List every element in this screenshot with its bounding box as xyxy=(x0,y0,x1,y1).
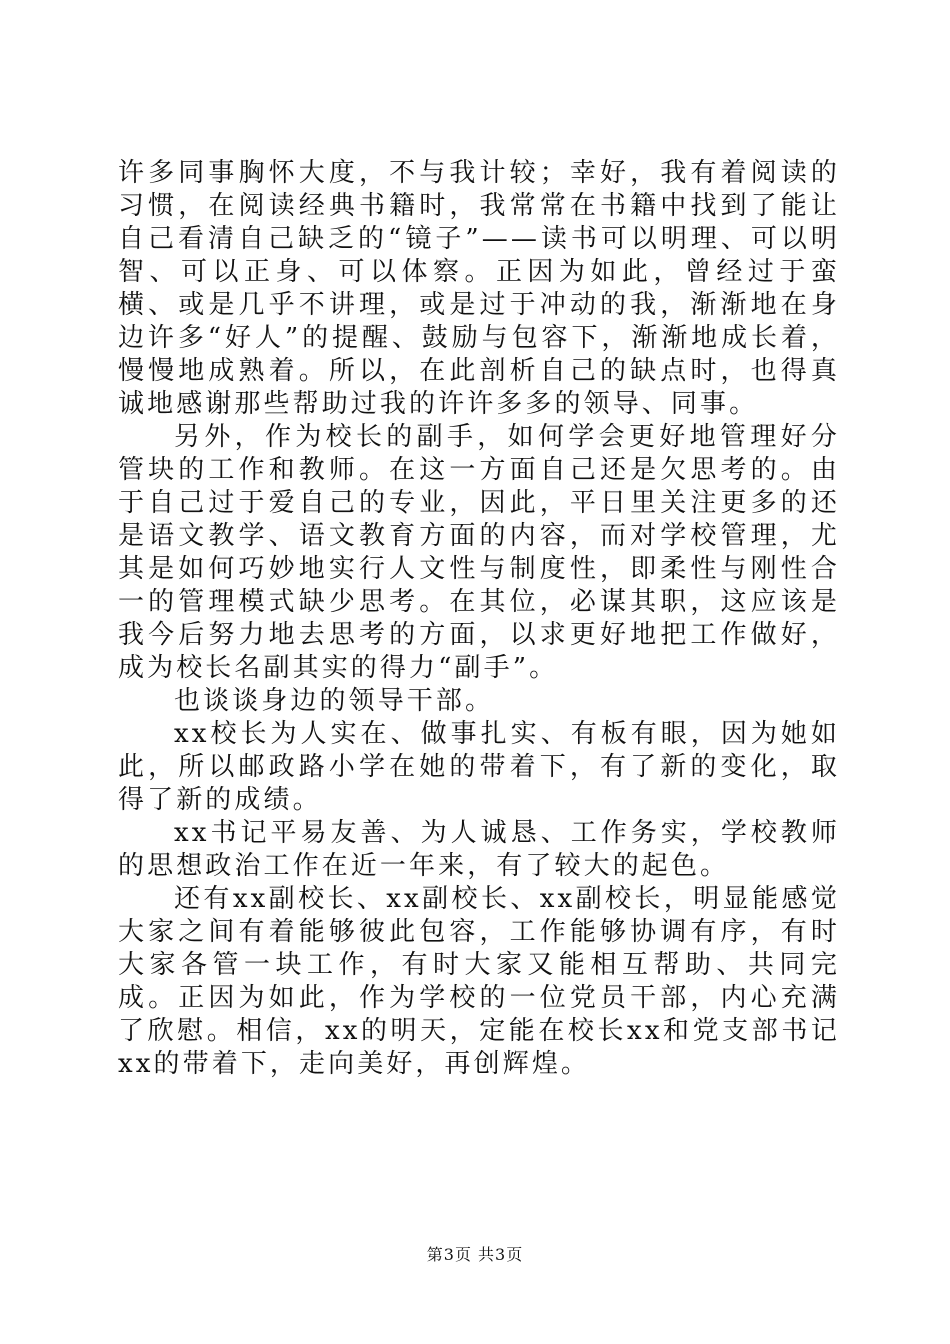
paragraph-continued: 许多同事胸怀大度，不与我计较；幸好，我有着阅读的习惯，在阅读经典书籍时，我常常在书籍中找到了能让自己看清自己缺乏的“镜子”——读书可以明理、可以明智、可以正身、可以体察。正因为如此，曾经过于蛮横、或是几乎不讲理，或是过于冲动的我，渐渐地在身边许多“好人”的提醒、鼓励与包容下，渐渐地成长着，慢慢地成熟着。所以，在此剖析自己的缺点时，也得真诚地感谢那些帮助过我的许许多多的领导、同事。 xyxy=(118,158,840,419)
page-number-footer: 第3页 共3页 xyxy=(426,1245,524,1264)
paragraph-deputy-role: 另外，作为校长的副手，如何学会更好地管理好分管块的工作和教师。在这一方面自己还是欠思考的。由于自己过于爱自己的专业，因此，平日里关注更多的还是语文教学、语文教育方面的内容，而对学校管理，尤其是如何巧妙地实行人文性与制度性，即柔性与刚性合一的管理模式缺少思考。在其位，必谋其职，这应该是我今后努力地去思考的方面，以求更好地把工作做好，成为校长名副其实的得力“副手”。 xyxy=(118,422,840,683)
paragraph-vice-principals: 还有xx副校长、xx副校长、xx副校长，明显能感觉大家之间有着能够彼此包容，工作能够协调有序，有时大家各管一块工作，有时大家又能相互帮助、共同完成。正因为如此，作为学校的一位党员干部，内心充满了欣慰。相信，xx的明天，定能在校长xx和党支部书记xx的带着下，走向美好，再创辉煌。 xyxy=(118,884,840,1079)
paragraph-secretary: xx书记平易友善、为人诚恳、工作务实，学校教师的思想政治工作在近一年来，有了较大的起色。 xyxy=(118,818,840,881)
paragraph-principal: xx校长为人实在、做事扎实、有板有眼，因为她如此，所以邮政路小学在她的带着下，有了新的变化，取得了新的成绩。 xyxy=(118,719,840,815)
document-body xyxy=(118,157,840,1081)
paragraph-leaders-intro: 也谈谈身边的领导干部。 xyxy=(174,686,495,716)
